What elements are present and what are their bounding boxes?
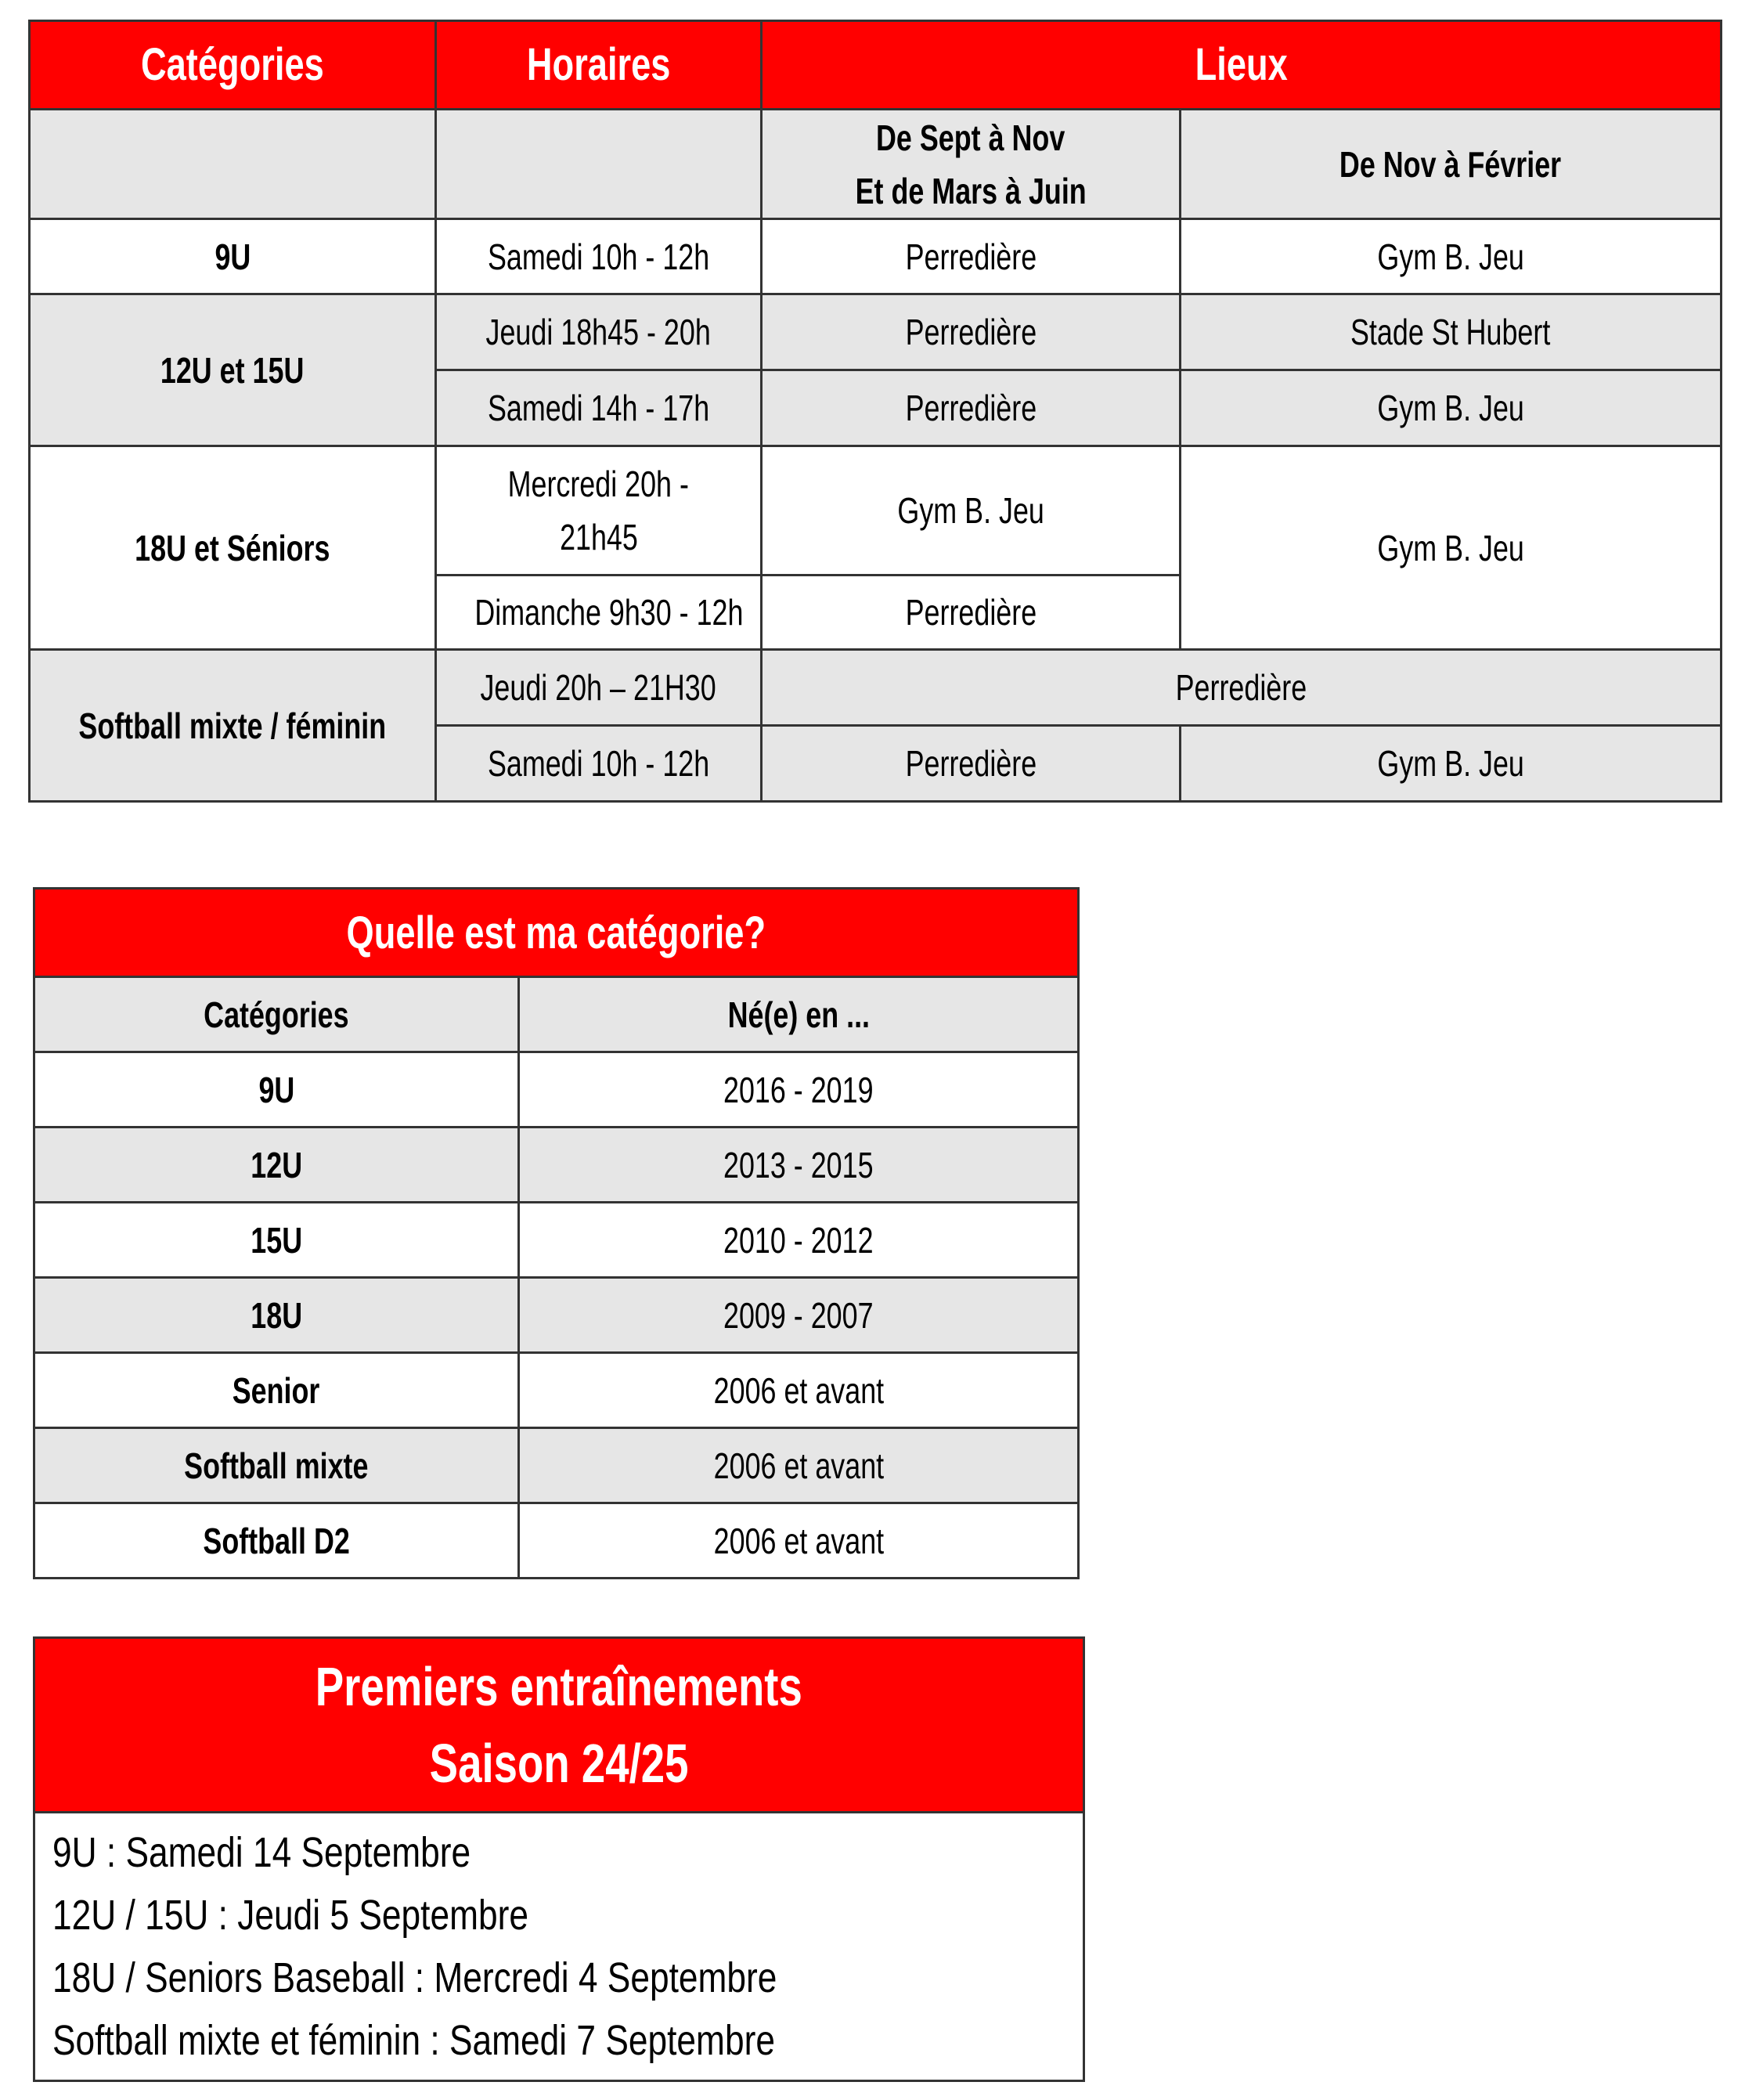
location-cell: Perredière — [762, 650, 1722, 726]
list-item: 18U / Seniors Baseball : Mercredi 4 Septembre — [52, 1954, 777, 2001]
table-row — [34, 1278, 1079, 1353]
born-cell: 2006 et avant — [519, 1353, 1079, 1428]
time-cell: Jeudi 20h – 21H30 — [436, 650, 762, 726]
header-categories: Catégories — [30, 21, 436, 110]
category-cell: Senior — [34, 1353, 519, 1428]
location-cell: Perredière — [762, 219, 1181, 294]
header-horaires: Horaires — [436, 21, 762, 110]
list-item: Softball mixte et féminin : Samedi 7 Septembre — [52, 2017, 775, 2064]
location-cell: Gym B. Jeu — [1181, 219, 1722, 294]
location-cell: Perredière — [762, 294, 1181, 370]
table-row — [34, 1503, 1079, 1579]
time-cell: Dimanche 9h30 - 12h — [436, 576, 762, 650]
category-cell: 12U — [34, 1128, 519, 1203]
location-cell: Gym B. Jeu — [1181, 370, 1722, 446]
category-cell: 18U — [34, 1278, 519, 1353]
subheader-period-1: De Sept à Nov Et de Mars à Juin — [762, 110, 1181, 219]
location-cell: Perredière — [762, 370, 1181, 446]
first-trainings-title: Premiers entraînements Saison 24/25 — [34, 1638, 1084, 1813]
table-row — [34, 1052, 1079, 1128]
time-cell: Samedi 10h - 12h — [436, 726, 762, 802]
first-trainings-list — [34, 1813, 1084, 2081]
subheader-empty-2 — [436, 110, 762, 219]
time-cell: Samedi 14h - 17h — [436, 370, 762, 446]
born-cell: 2013 - 2015 — [519, 1128, 1079, 1203]
born-cell: 2006 et avant — [519, 1503, 1079, 1579]
born-cell: 2009 - 2007 — [519, 1278, 1079, 1353]
table-row — [34, 1428, 1079, 1503]
column-header-categories: Catégories — [34, 977, 519, 1052]
location-cell: Perredière — [762, 726, 1181, 802]
first-trainings-box — [33, 1636, 1085, 2082]
born-cell: 2016 - 2019 — [519, 1052, 1079, 1128]
table-row — [34, 1128, 1079, 1203]
subheader-empty-1 — [30, 110, 436, 219]
header-lieux: Lieux — [762, 21, 1722, 110]
category-18u-seniors: 18U et Séniors — [30, 446, 436, 650]
location-cell: Gym B. Jeu — [762, 446, 1181, 576]
category-cell: Softball D2 — [34, 1503, 519, 1579]
schedule-table — [28, 20, 1722, 803]
list-item: 12U / 15U : Jeudi 5 Septembre — [52, 1892, 528, 1939]
category-9u: 9U — [30, 219, 436, 294]
list-item: 9U : Samedi 14 Septembre — [52, 1829, 471, 1876]
time-cell: Jeudi 18h45 - 20h — [436, 294, 762, 370]
categories-table — [33, 887, 1080, 1579]
location-cell: Gym B. Jeu — [1181, 726, 1722, 802]
table-row — [34, 1353, 1079, 1428]
time-cell: Samedi 10h - 12h — [436, 219, 762, 294]
location-cell: Stade St Hubert — [1181, 294, 1722, 370]
column-header-born: Né(e) en ... — [519, 977, 1079, 1052]
category-cell: 15U — [34, 1203, 519, 1278]
location-cell: Gym B. Jeu — [1181, 446, 1722, 650]
table-row — [34, 1203, 1079, 1278]
subheader-period-2: De Nov à Février — [1181, 110, 1722, 219]
location-cell: Perredière — [762, 576, 1181, 650]
category-cell: Softball mixte — [34, 1428, 519, 1503]
category-12u-15u: 12U et 15U — [30, 294, 436, 446]
categories-table-title: Quelle est ma catégorie? — [34, 889, 1079, 977]
category-softball: Softball mixte / féminin — [30, 650, 436, 802]
category-cell: 9U — [34, 1052, 519, 1128]
born-cell: 2006 et avant — [519, 1428, 1079, 1503]
time-cell: Mercredi 20h - 21h45 — [436, 446, 762, 576]
born-cell: 2010 - 2012 — [519, 1203, 1079, 1278]
